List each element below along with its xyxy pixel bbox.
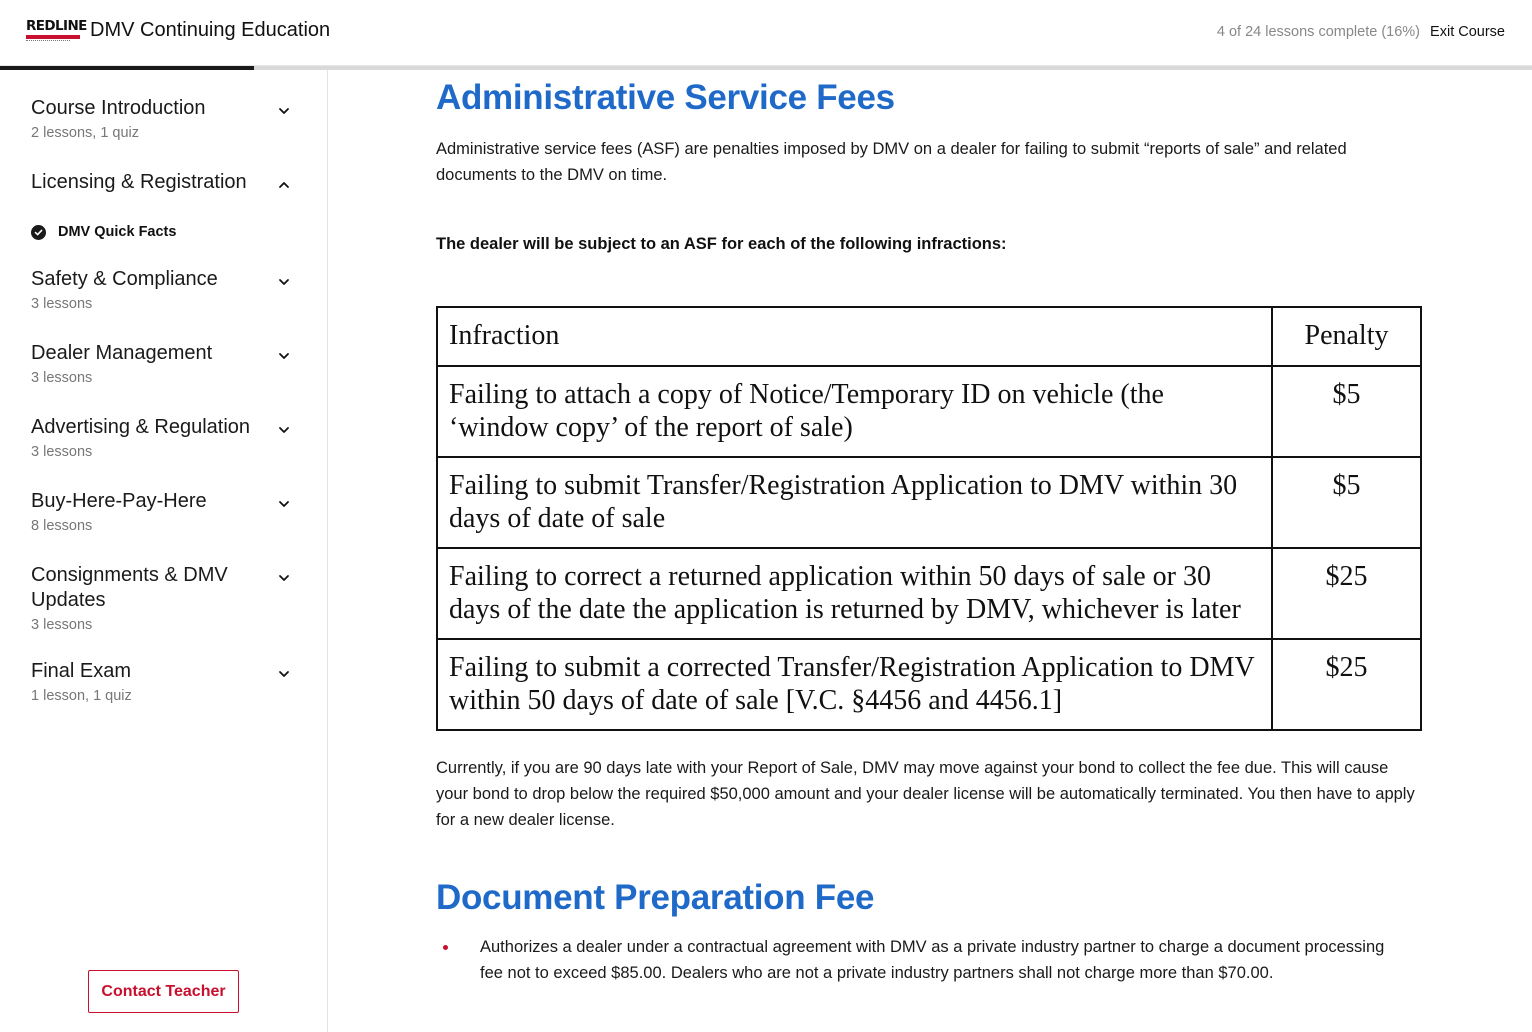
chevron-down-icon[interactable] [277, 275, 291, 289]
sidebar-section-licensing-registration[interactable] [31, 170, 301, 195]
section-meta: 1 lesson, 1 quiz [31, 688, 132, 704]
infraction-cell: Failing to submit a corrected Transfer/Registration Application to DMV within 50 days of date of sale [V.C. §4456 and 4456.1] [437, 639, 1272, 730]
section-title: Final Exam [31, 660, 132, 682]
table-row [437, 639, 1421, 730]
table-row [437, 548, 1421, 639]
section-meta: 2 lessons, 1 quiz [31, 125, 140, 141]
infraction-cell: Failing to submit Transfer/Registration Application to DMV within 30 days of date of sale [437, 457, 1272, 548]
chevron-down-icon[interactable] [277, 423, 291, 437]
check-circle-icon [31, 225, 46, 240]
sidebar-section-safety-compliance[interactable] [31, 267, 301, 312]
section-title: Safety & Compliance [31, 268, 218, 290]
section-title: Consignments & DMV Updates [31, 564, 228, 611]
column-header-infraction: Infraction [437, 307, 1272, 366]
table-row [437, 366, 1421, 457]
top-bar [0, 0, 1532, 66]
section-meta: 3 lessons [31, 617, 93, 633]
section-title: Advertising & Regulation [31, 416, 251, 438]
penalty-cell: $5 [1272, 366, 1421, 457]
section-meta: 8 lessons [31, 518, 93, 534]
table-header-row [437, 307, 1421, 366]
section-title: Buy-Here-Pay-Here [31, 490, 207, 512]
chevron-up-icon[interactable] [277, 178, 291, 192]
lesson-label: DMV Quick Facts [58, 224, 177, 240]
section-title: Licensing & Registration [31, 171, 247, 193]
app-title: DMV Continuing Education [90, 19, 331, 41]
course-outline-sidebar [0, 70, 328, 1032]
section-meta: 3 lessons [31, 296, 93, 312]
penalty-cell: $5 [1272, 457, 1421, 548]
list-item [436, 934, 1396, 986]
redline-logo[interactable] [26, 18, 87, 45]
course-progress-text: 4 of 24 lessons complete (16%) [1216, 24, 1420, 40]
sidebar-section-final-exam[interactable] [31, 659, 301, 704]
sidebar-section-consignments-dmv-updates[interactable] [31, 563, 301, 633]
bullet-dot-icon [443, 945, 448, 950]
logo-stripe [26, 35, 80, 39]
section-meta: 3 lessons [31, 370, 93, 386]
sidebar-section-buy-here-pay-here[interactable] [31, 489, 301, 534]
asf-penalty-table [436, 306, 1422, 731]
chevron-down-icon[interactable] [277, 349, 291, 363]
list-item-text: Authorizes a dealer under a contractual agreement with DMV as a private industry partner to charge a document processing fee not to exceed $85.00. Dealers who are not a private industry partners shall not charge more than $70.00. [480, 938, 1385, 982]
chevron-down-icon[interactable] [277, 104, 291, 118]
section-title: Course Introduction [31, 97, 206, 119]
penalty-cell: $25 [1272, 639, 1421, 730]
chevron-down-icon[interactable] [277, 571, 291, 585]
lesson-item-dmv-quick-facts[interactable] [31, 222, 176, 242]
penalty-cell: $25 [1272, 548, 1421, 639]
bond-warning-paragraph: Currently, if you are 90 days late with your Report of Sale, DMV may move against your bond to collect the fee due. This will cause your bond to drop below the required $50,000 amount and your dealer license will be automatically terminated. You then have to apply for a new dealer license. [436, 759, 1415, 829]
lesson-content[interactable] [329, 70, 1532, 1032]
logo-wordmark: REDLINE [26, 18, 87, 34]
sidebar-section-advertising-regulation[interactable] [31, 415, 301, 460]
exit-course-link[interactable]: Exit Course [1430, 24, 1505, 40]
sidebar-section-dealer-management[interactable] [31, 341, 301, 386]
chevron-down-icon[interactable] [277, 667, 291, 681]
section-title: Dealer Management [31, 342, 213, 364]
infraction-cell: Failing to attach a copy of Notice/Temporary ID on vehicle (the ‘window copy’ of the report of sale) [437, 366, 1272, 457]
section-meta: 3 lessons [31, 444, 93, 460]
logo-underline [26, 40, 70, 43]
sidebar-section-course-introduction[interactable] [31, 96, 301, 141]
document-fee-list [436, 934, 1396, 986]
contact-teacher-button[interactable]: Contact Teacher [88, 970, 239, 1013]
chevron-down-icon[interactable] [277, 497, 291, 511]
infractions-lead: The dealer will be subject to an ASF for each of the following infractions: [436, 235, 1007, 253]
table-row [437, 457, 1421, 548]
infraction-cell: Failing to correct a returned application within 50 days of sale or 30 days of the date the application is returned by DMV, whichever is later [437, 548, 1272, 639]
heading-document-preparation-fee: Document Preparation Fee [436, 878, 875, 917]
heading-administrative-service-fees: Administrative Service Fees [436, 78, 895, 117]
asf-intro-paragraph: Administrative service fees (ASF) are penalties imposed by DMV on a dealer for failing to submit “reports of sale” and related documents to the DMV on time. [436, 140, 1347, 184]
column-header-penalty: Penalty [1272, 307, 1421, 366]
